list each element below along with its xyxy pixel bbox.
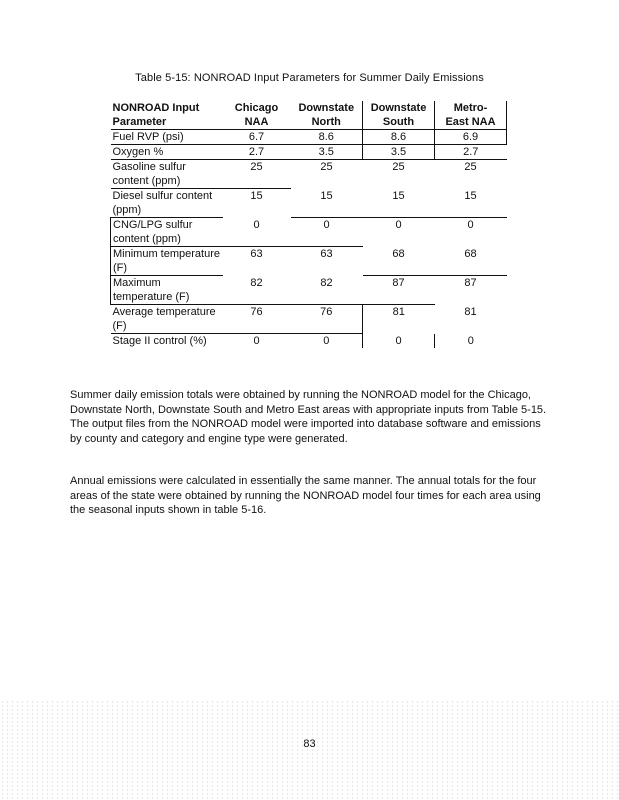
param-cell: Average temperature (F) xyxy=(111,305,223,334)
param-cell: Minimum temperature (F) xyxy=(111,247,223,276)
param-cell: Stage II control (%) xyxy=(111,334,223,349)
value-cell: 87 xyxy=(363,276,435,305)
page-number: 83 xyxy=(303,738,316,750)
table-row xyxy=(111,145,507,160)
value-cell: 76 xyxy=(223,305,291,334)
value-cell: 81 xyxy=(363,305,435,334)
param-cell: Gasoline sulfur content (ppm) xyxy=(112,161,186,187)
scan-noise xyxy=(0,700,619,800)
value-cell: 68 xyxy=(464,247,477,260)
table-row xyxy=(111,334,507,349)
value-cell: 8.6 xyxy=(363,130,435,145)
param-cell: Maximum temperature (F) xyxy=(111,276,223,305)
value-cell: 25 xyxy=(250,161,263,173)
table-row xyxy=(111,130,507,145)
value-cell: 2.7 xyxy=(435,145,507,160)
value-cell: 6.7 xyxy=(223,130,291,145)
value-cell: 81 xyxy=(464,305,477,318)
nonroad-parameters-table xyxy=(110,101,507,348)
value-cell: 0 xyxy=(467,334,474,347)
value-cell: 0 xyxy=(291,218,363,247)
table-row xyxy=(111,189,507,218)
param-cell: Diesel sulfur content (ppm) xyxy=(111,189,223,218)
value-cell: 25 xyxy=(392,161,405,173)
value-cell: 25 xyxy=(464,161,477,173)
value-cell: 15 xyxy=(464,189,477,202)
summer-emissions-paragraph: Summer daily emission totals were obtained by running the NONROAD model for the Chicago, Downstate North, Downstate South and Metro East areas with appropriate inputs from Table 5-15. The output files from the NONROAD model were imported into database software and emissions by county and category and engine type were generated. xyxy=(70,389,547,445)
value-cell: 0 xyxy=(435,218,507,247)
value-cell: 0 xyxy=(253,218,260,231)
value-cell: 0 xyxy=(363,218,435,247)
value-cell: 0 xyxy=(363,334,435,349)
annual-emissions-paragraph: Annual emissions were calculated in essentially the same manner. The annual totals for the four areas of the state were obtained by running the NONROAD model four times for each area using the seasonal inputs shown in table 5-16. xyxy=(70,475,541,516)
value-cell: 3.5 xyxy=(363,145,435,160)
value-cell: 87 xyxy=(435,276,507,305)
value-cell: 15 xyxy=(223,189,291,218)
table-row xyxy=(111,276,507,305)
table-row xyxy=(111,247,507,276)
value-cell: 0 xyxy=(291,334,363,349)
header-parameter: NONROAD Input Parameter xyxy=(111,101,223,130)
header-downstate-north: Downstate North xyxy=(291,101,363,130)
value-cell: 6.9 xyxy=(435,130,507,145)
table-header-row xyxy=(111,101,507,130)
value-cell: 63 xyxy=(223,247,291,276)
value-cell: 15 xyxy=(392,189,405,202)
param-cell: Fuel RVP (psi) xyxy=(111,130,223,145)
value-cell: 82 xyxy=(250,276,263,289)
header-chicago: Chicago NAA xyxy=(223,101,291,130)
table-row xyxy=(111,218,507,247)
header-downstate-south: Downstate South xyxy=(363,101,435,130)
value-cell: 8.6 xyxy=(291,130,363,145)
value-cell: 63 xyxy=(291,247,363,276)
value-cell: 3.5 xyxy=(291,145,363,160)
value-cell: 2.7 xyxy=(223,145,291,160)
value-cell: 82 xyxy=(320,276,333,289)
param-cell: Oxygen % xyxy=(111,145,223,160)
value-cell: 76 xyxy=(291,305,363,334)
table-row xyxy=(111,305,507,334)
value-cell: 25 xyxy=(320,161,333,173)
value-cell: 0 xyxy=(223,334,291,349)
value-cell: 15 xyxy=(320,189,333,202)
header-metro-east: Metro- East NAA xyxy=(435,101,507,130)
value-cell: 68 xyxy=(392,247,405,260)
table-row xyxy=(111,160,507,189)
table-caption: Table 5-15: NONROAD Input Parameters for Summer Daily Emissions xyxy=(135,72,484,84)
param-cell: CNG/LPG sulfur content (ppm) xyxy=(111,218,223,247)
